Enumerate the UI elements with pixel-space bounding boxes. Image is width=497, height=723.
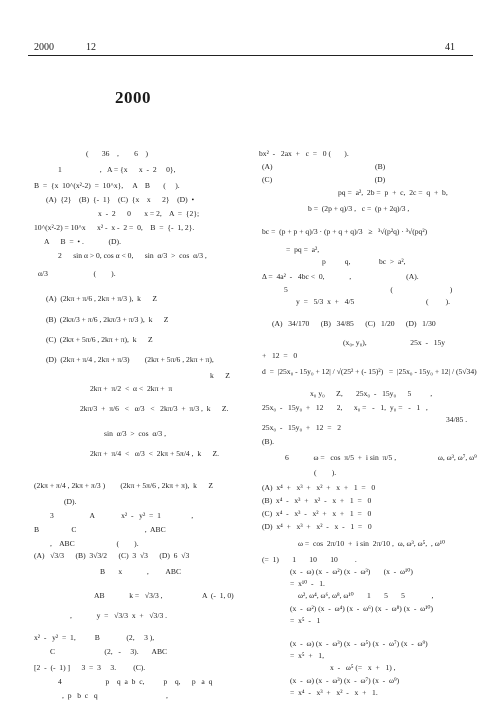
text-line: 5 ( ) bbox=[284, 285, 453, 294]
text-line: (A) {2} (B) {- 1} (C) {x x 2} (D) • bbox=[46, 195, 195, 204]
header-year: 2000 bbox=[34, 42, 54, 53]
article-title: 2000 bbox=[115, 88, 151, 107]
header-issue: 12 bbox=[86, 42, 96, 53]
text-line: B C , ABC bbox=[34, 525, 166, 534]
text-line: (C) (D) bbox=[262, 175, 386, 184]
header-page-number: 41 bbox=[445, 42, 455, 53]
text-line: ( ). bbox=[426, 297, 451, 306]
text-line: (x - ω) (x - ω³) (x - ω⁵) (x - ω⁷) (x - ω⁹) bbox=[290, 639, 428, 648]
text-line: (= 1) 1 10 10 . bbox=[262, 555, 357, 564]
text-line: α/3 ( ). bbox=[38, 269, 116, 278]
text-line: , p b c q , bbox=[62, 691, 168, 700]
text-line: (x₀, y₀), 25x - 15y bbox=[343, 338, 446, 347]
text-line: (C) x⁴ - x³ - x² + x + 1 = 0 bbox=[262, 509, 372, 518]
text-line: p q, bc > a², bbox=[322, 257, 406, 266]
text-line: [2 - (- 1) ] 3 = 3 3. (C). bbox=[34, 663, 146, 672]
text-line: 6 ω = cos π/5 + i sin π/5 , ω, ω³, ω⁷, ω⁹ bbox=[285, 453, 477, 462]
text-line: (x - ω) (x - ω²) (x - ω³) (x - ω¹⁰) bbox=[290, 567, 413, 576]
text-line: = x¹⁰ - 1. bbox=[290, 579, 325, 588]
text-line: = x⁵ - 1 bbox=[290, 616, 321, 625]
text-line: 10^(x²-2) = 10^x x² - x - 2 = 0, B = {- 1, 2}. bbox=[34, 223, 195, 232]
text-line: , ABC ( ). bbox=[50, 539, 139, 548]
text-line: (A) 34/170 (B) 34/85 (C) 1/20 (D) 1/30 bbox=[272, 319, 436, 328]
text-line: bx² - 2ax + c = 0 ( ). bbox=[259, 149, 349, 158]
text-line: y = 5/3 x + 4/5 bbox=[296, 297, 355, 306]
text-line: (A) x⁴ + x³ + x² + x + 1 = 0 bbox=[262, 483, 376, 492]
text-line: 2kπ + π/2 < α < 2kπ + π bbox=[90, 384, 173, 393]
text-line: B = {x 10^(x²-2) = 10^x}, A B ( ). bbox=[34, 181, 180, 190]
text-line: 4 p q a b c, p q, p a q bbox=[58, 677, 213, 686]
text-line: Δ = 4a² - 4bc < 0, , (A). bbox=[262, 272, 419, 281]
text-line: 2kπ + π/4 < α/3 < 2kπ + 5π/4 , k Z. bbox=[90, 449, 220, 458]
text-line: pq = a², 2b = p + c, 2c = q + b, bbox=[338, 188, 448, 197]
text-line: 2 sin α > 0, cos α < 0, sin α/3 > cos α/3 , bbox=[58, 251, 207, 260]
text-line: k Z bbox=[210, 371, 230, 380]
text-line: C (2, - 3). ABC bbox=[50, 647, 168, 656]
text-line: 3 A x² - y² = 1 , bbox=[50, 511, 194, 520]
text-line: 25x₀ - 15y₀ + 12 = 2 bbox=[262, 423, 342, 432]
text-line: (B) x⁴ - x³ + x² - x + 1 = 0 bbox=[262, 496, 372, 505]
text-line: AB k = √3/3 , A (- 1, 0) bbox=[94, 591, 234, 600]
text-line: ω², ω⁴, ω⁶, ω⁸, ω¹⁰ 1 5 5 , bbox=[298, 591, 434, 600]
text-line: (x - ω) (x - ω³) (x - ω⁷) (x - ω⁹) bbox=[290, 676, 400, 685]
text-line: = x⁴ - x³ + x² - x + 1. bbox=[290, 688, 378, 697]
text-line: (D). bbox=[64, 497, 77, 506]
text-line: d = |25x₀ - 15y₀ + 12| / √(25² + (- 15)²) = |25x₀ - 15y₀ + 12| / (5√34) bbox=[262, 367, 477, 376]
text-line: (D) (2kπ + π/4 , 2kπ + π/3) (2kπ + 5π/6 , 2kπ + π), bbox=[46, 355, 214, 364]
text-line: , y = √3/3 x + √3/3 . bbox=[70, 611, 168, 620]
text-line: 1 , A = {x x - 2 0}, bbox=[58, 165, 176, 174]
text-line: bc = (p + p + q)/3 · (p + q + q)/3 ≥ ³√(p²q) · ³√(pq²) bbox=[262, 227, 428, 236]
text-line: (2kπ + π/4 , 2kπ + π/3 ) (2kπ + 5π/6 , 2kπ + π), k Z bbox=[34, 481, 213, 490]
text-line: (x - ω²) (x - ω⁴) (x - ω⁶) (x - ω⁸) (x - ω¹⁰) bbox=[290, 604, 434, 613]
text-line: ω = cos 2π/10 + i sin 2π/10 , ω, ω³, ω⁵, , ω¹⁰ bbox=[298, 539, 446, 548]
text-line: + 12 = 0 bbox=[262, 351, 298, 360]
text-line: = x⁵ + 1, bbox=[290, 651, 324, 660]
text-line: x - ω⁵ (= x + 1) , bbox=[330, 663, 396, 672]
text-line: (C) (2kπ + 5π/6 , 2kπ + π), k Z bbox=[46, 335, 153, 344]
text-line: B x , ABC bbox=[100, 567, 182, 576]
text-line: 25x₀ - 15y₀ + 12 2, x₀ = - 1, y₀ = - 1 , bbox=[262, 403, 428, 412]
text-line: (B). bbox=[262, 437, 275, 446]
text-line: (A) √3/3 (B) 3√3/2 (C) 3 √3 (D) 6 √3 bbox=[34, 551, 190, 560]
text-line: A B = • . (D). bbox=[44, 237, 121, 246]
text-line: = pq = a², bbox=[286, 245, 320, 254]
text-line: b = (2p + q)/3 , c = (p + 2q)/3 , bbox=[308, 204, 410, 213]
text-line: 34/85 . bbox=[446, 415, 468, 424]
right-column bbox=[250, 0, 497, 723]
text-line: sin α/3 > cos α/3 , bbox=[104, 429, 167, 438]
text-line: 2kπ/3 + π/6 < α/3 < 2kπ/3 + π/3 , k Z. bbox=[80, 404, 229, 413]
text-line: x² - y² = 1, B (2, 3 ), bbox=[34, 633, 155, 642]
text-line: (A) (B) bbox=[262, 162, 386, 171]
text-line: (D) x⁴ + x³ + x² - x - 1 = 0 bbox=[262, 522, 372, 531]
text-line: x - 2 0 x = 2, A = {2}; bbox=[98, 209, 200, 218]
text-line: x₀ y₀ Z, 25x₀ - 15y₀ 5 , bbox=[310, 389, 433, 398]
text-line: (B) (2kπ/3 + π/6 , 2kπ/3 + π/3 ), k Z bbox=[46, 315, 169, 324]
text-line: ( ). bbox=[314, 468, 337, 477]
text-line: ( 36 , 6 ) bbox=[86, 149, 149, 158]
text-line: (A) (2kπ + π/6 , 2kπ + π/3 ), k Z bbox=[46, 294, 158, 303]
